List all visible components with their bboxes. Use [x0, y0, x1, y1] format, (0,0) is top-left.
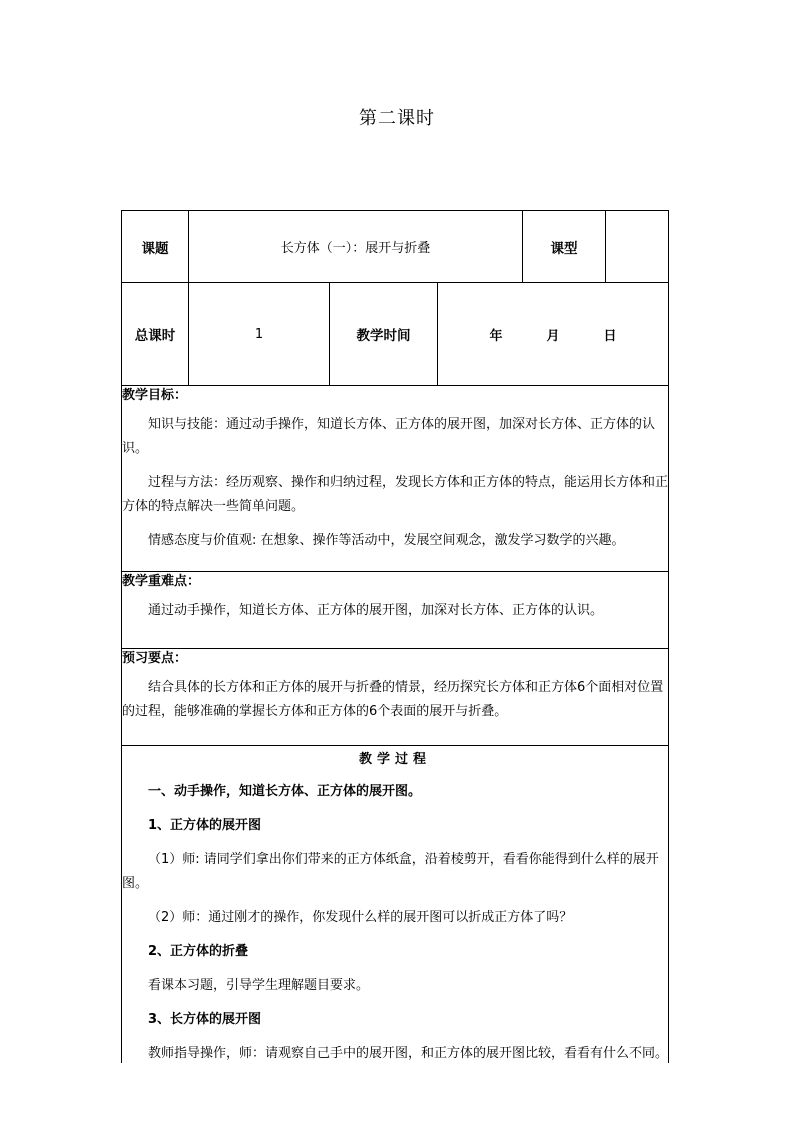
total-label: 总课时: [122, 283, 189, 386]
preview-section: [122, 649, 669, 746]
lesson-plan-table: [121, 210, 669, 1063]
objectives-title: 教学目标：: [122, 388, 188, 403]
preview-text: 结合具体的长方体和正方体的展开与折叠的情景，经历探究长方体和正方体6个面相对位置的过程，能够准确的掌握长方体和正方体的6个表面的展开与折叠。: [122, 680, 664, 719]
row-objectives: [122, 386, 669, 572]
day-label: 日: [603, 328, 617, 344]
month-label: 月: [546, 328, 560, 344]
objective-item: 知识与技能：通过动手操作，知道长方体、正方体的展开图，加深对长方体、正方体的认识。: [122, 417, 656, 456]
process-paragraph: （2）师：通过刚才的操作，你发现什么样的展开图可以折成正方体了吗？: [148, 910, 573, 925]
type-value: [606, 211, 669, 283]
type-label: 课型: [523, 211, 606, 283]
year-label: 年: [489, 328, 503, 344]
process-section: [122, 746, 669, 1064]
process-paragraph: 教师指导操作，师：请观察自己手中的展开图，和正方体的展开图比较，看看有什么不同。: [148, 1046, 668, 1061]
process-subheading: 1、正方体的展开图: [148, 818, 262, 833]
process-subheading: 2、正方体的折叠: [148, 944, 249, 959]
process-title: 教学过程: [358, 752, 431, 767]
time-label: 教学时间: [330, 283, 438, 386]
row-topic: [122, 211, 669, 283]
date-cell: [438, 283, 669, 386]
total-value: 1: [189, 283, 330, 386]
page-title: 第二课时: [359, 108, 435, 129]
process-subheading: 3、长方体的展开图: [148, 1012, 262, 1027]
process-paragraph: 看课本习题，引导学生理解题目要求。: [148, 978, 370, 993]
row-key-points: [122, 572, 669, 649]
process-section-heading: 一、动手操作，知道长方体、正方体的展开图。: [148, 784, 422, 799]
row-preview: [122, 649, 669, 746]
key-points-text: 通过动手操作，知道长方体、正方体的展开图，加深对长方体、正方体的认识。: [148, 603, 604, 618]
row-total: [122, 283, 669, 386]
row-process: [122, 746, 669, 1064]
objective-item: 情感态度与价值观: 在想象、操作等活动中，发展空间观念，激发学习数学的兴趣。: [148, 533, 625, 548]
objectives-section: [122, 386, 669, 572]
objective-item: 过程与方法：经历观察、操作和归纳过程，发现长方体和正方体的特点，能运用长方体和正方体的特点解决一些简单问题。: [122, 475, 669, 514]
key-points-title: 教学重难点：: [122, 574, 201, 589]
process-paragraph: （1）师: 请同学们拿出你们带来的正方体纸盒，沿着棱剪开，看看你能得到什么样的展开图。: [122, 852, 659, 891]
topic-value: 长方体（一）：展开与折叠: [189, 211, 523, 283]
key-points-section: [122, 572, 669, 649]
preview-title: 预习要点：: [122, 651, 188, 666]
topic-label: 课题: [122, 211, 189, 283]
